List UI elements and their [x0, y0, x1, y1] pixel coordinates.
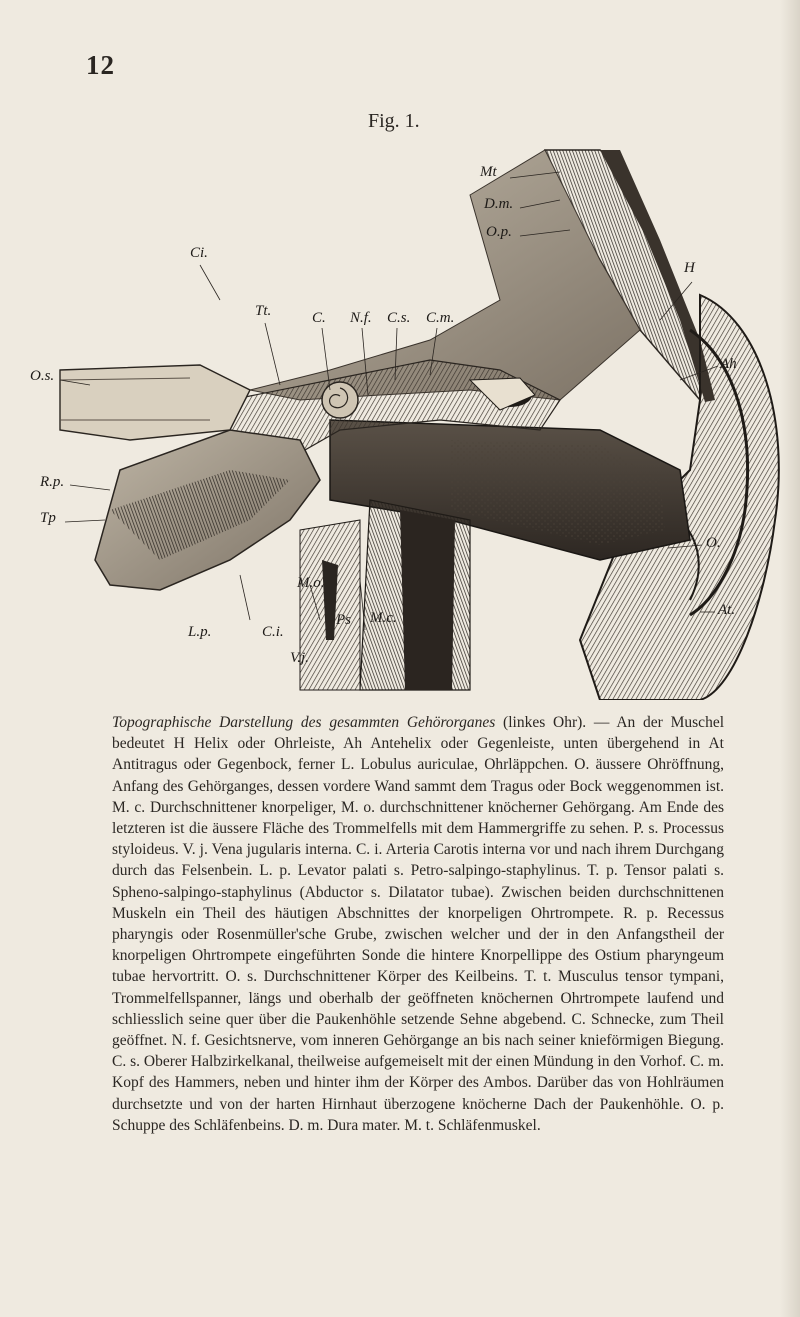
label-rp: R.p.: [40, 474, 65, 490]
label-tt: Tt.: [255, 303, 272, 319]
label-h: H: [684, 260, 695, 276]
label-vj: V.j.: [290, 650, 309, 666]
label-nf: N.f.: [350, 310, 372, 326]
page-number: 12: [86, 50, 115, 80]
label-o: O.: [706, 535, 721, 551]
label-op: O.p.: [486, 224, 512, 240]
label-ci-top: Ci.: [190, 245, 208, 261]
description-title: Topographische Darstellung des gesammten Gehörorganes: [112, 714, 496, 731]
label-ah: Ah: [720, 356, 737, 372]
label-at: At.: [718, 602, 736, 618]
label-ps: Ps: [336, 612, 351, 628]
scan-edge-shadow: [780, 0, 800, 1317]
description-text: (linkes Ohr). — An der Muschel bedeutet H Helix oder Ohrleiste, Ah Antehelix oder Gegenleiste, unten übergehend in At Antitragus oder Gegenbock, ferner L. Lobulus auriculae, Ohrläppchen. O. äussere Ohröffnung, Anfang des Gehörganges, dessen vordere Wand sammt dem Tragus oder Bock weggenommen ist. M. c. Durchschnittener knorpeliger, M. o. durchschnittener knöcherner Gehörgang. Am Ende des letzteren ist die äussere Fläche des Trommelfells mit dem Hammergriffe zu sehen. P. s. Processus styloideus. V. j. Vena jugularis interna. C. i. Arteria Carotis interna vor und nach ihrem Durchgang durch das Felsenbein. L. p. Levator palati s. Petro-salpingo-staphylinus. T. p. Tensor palati s. Spheno-salpingo-staphylinus (Abductor s. Dilatator tubae). Zwischen beiden durchschnittenen Muskeln ein Theil des häutigen Abschnittes der knorpeligen Ohrtrompete. R. p. Recessus pharyngis oder Rosenmüller'sche Grube, zwischen welcher und der in den Anfangstheil der knorpeligen Ohrtrompete eingeführten Sonde die hintere Knorpellippe des Ostium pharyngeum tubae hervortritt. O. s. Durchschnittener Körper des Keilbeins. T. t. Musculus tensor tympani, Trommelfellspanner, längs und oberhalb der geöffneten knöchernen Ohrtrompete laufend und schliesslich seine quer über die Paukenhöhle setzende Sehne abgebend. C. Schnecke, zum Theil geöffnet. N. f. Gesichtsnerve, vom inneren Gehörgange an bis nach seiner knieförmigen Biegung. C. s. Oberer Halbzirkelkanal, theilweise aufgemeiselt mit der einen Mündung in den Vorhof. C. m. Kopf des Hammers, neben und hinter ihm der Körper des Ambos. Darüber das von Hohlräumen durchsetzte und von der harten Hirnhaut überzogene knöcherne Dach der Paukenhöhle. O. p. Schuppe des Schläfenbeins. D. m. Dura mater. M. t. Schläfenmuskel.: [112, 714, 724, 1134]
figure-description: [112, 712, 724, 1136]
label-mo: M.o.: [297, 575, 325, 591]
label-dm: D.m.: [484, 196, 514, 212]
label-mc: M.c.: [370, 610, 397, 626]
cochlea-shape: [322, 382, 358, 418]
label-tp: Tp: [40, 510, 56, 526]
label-os: O.s.: [30, 368, 55, 384]
figure-caption: Fig. 1.: [368, 110, 420, 132]
label-cs: C.s.: [387, 310, 411, 326]
label-c: C.: [312, 310, 326, 326]
label-mt: Mt: [480, 164, 497, 180]
label-ci-bottom: C.i.: [262, 624, 284, 640]
label-lp: L.p.: [188, 624, 212, 640]
label-cm: C.m.: [426, 310, 455, 326]
sphenoid-shape: [60, 365, 250, 440]
